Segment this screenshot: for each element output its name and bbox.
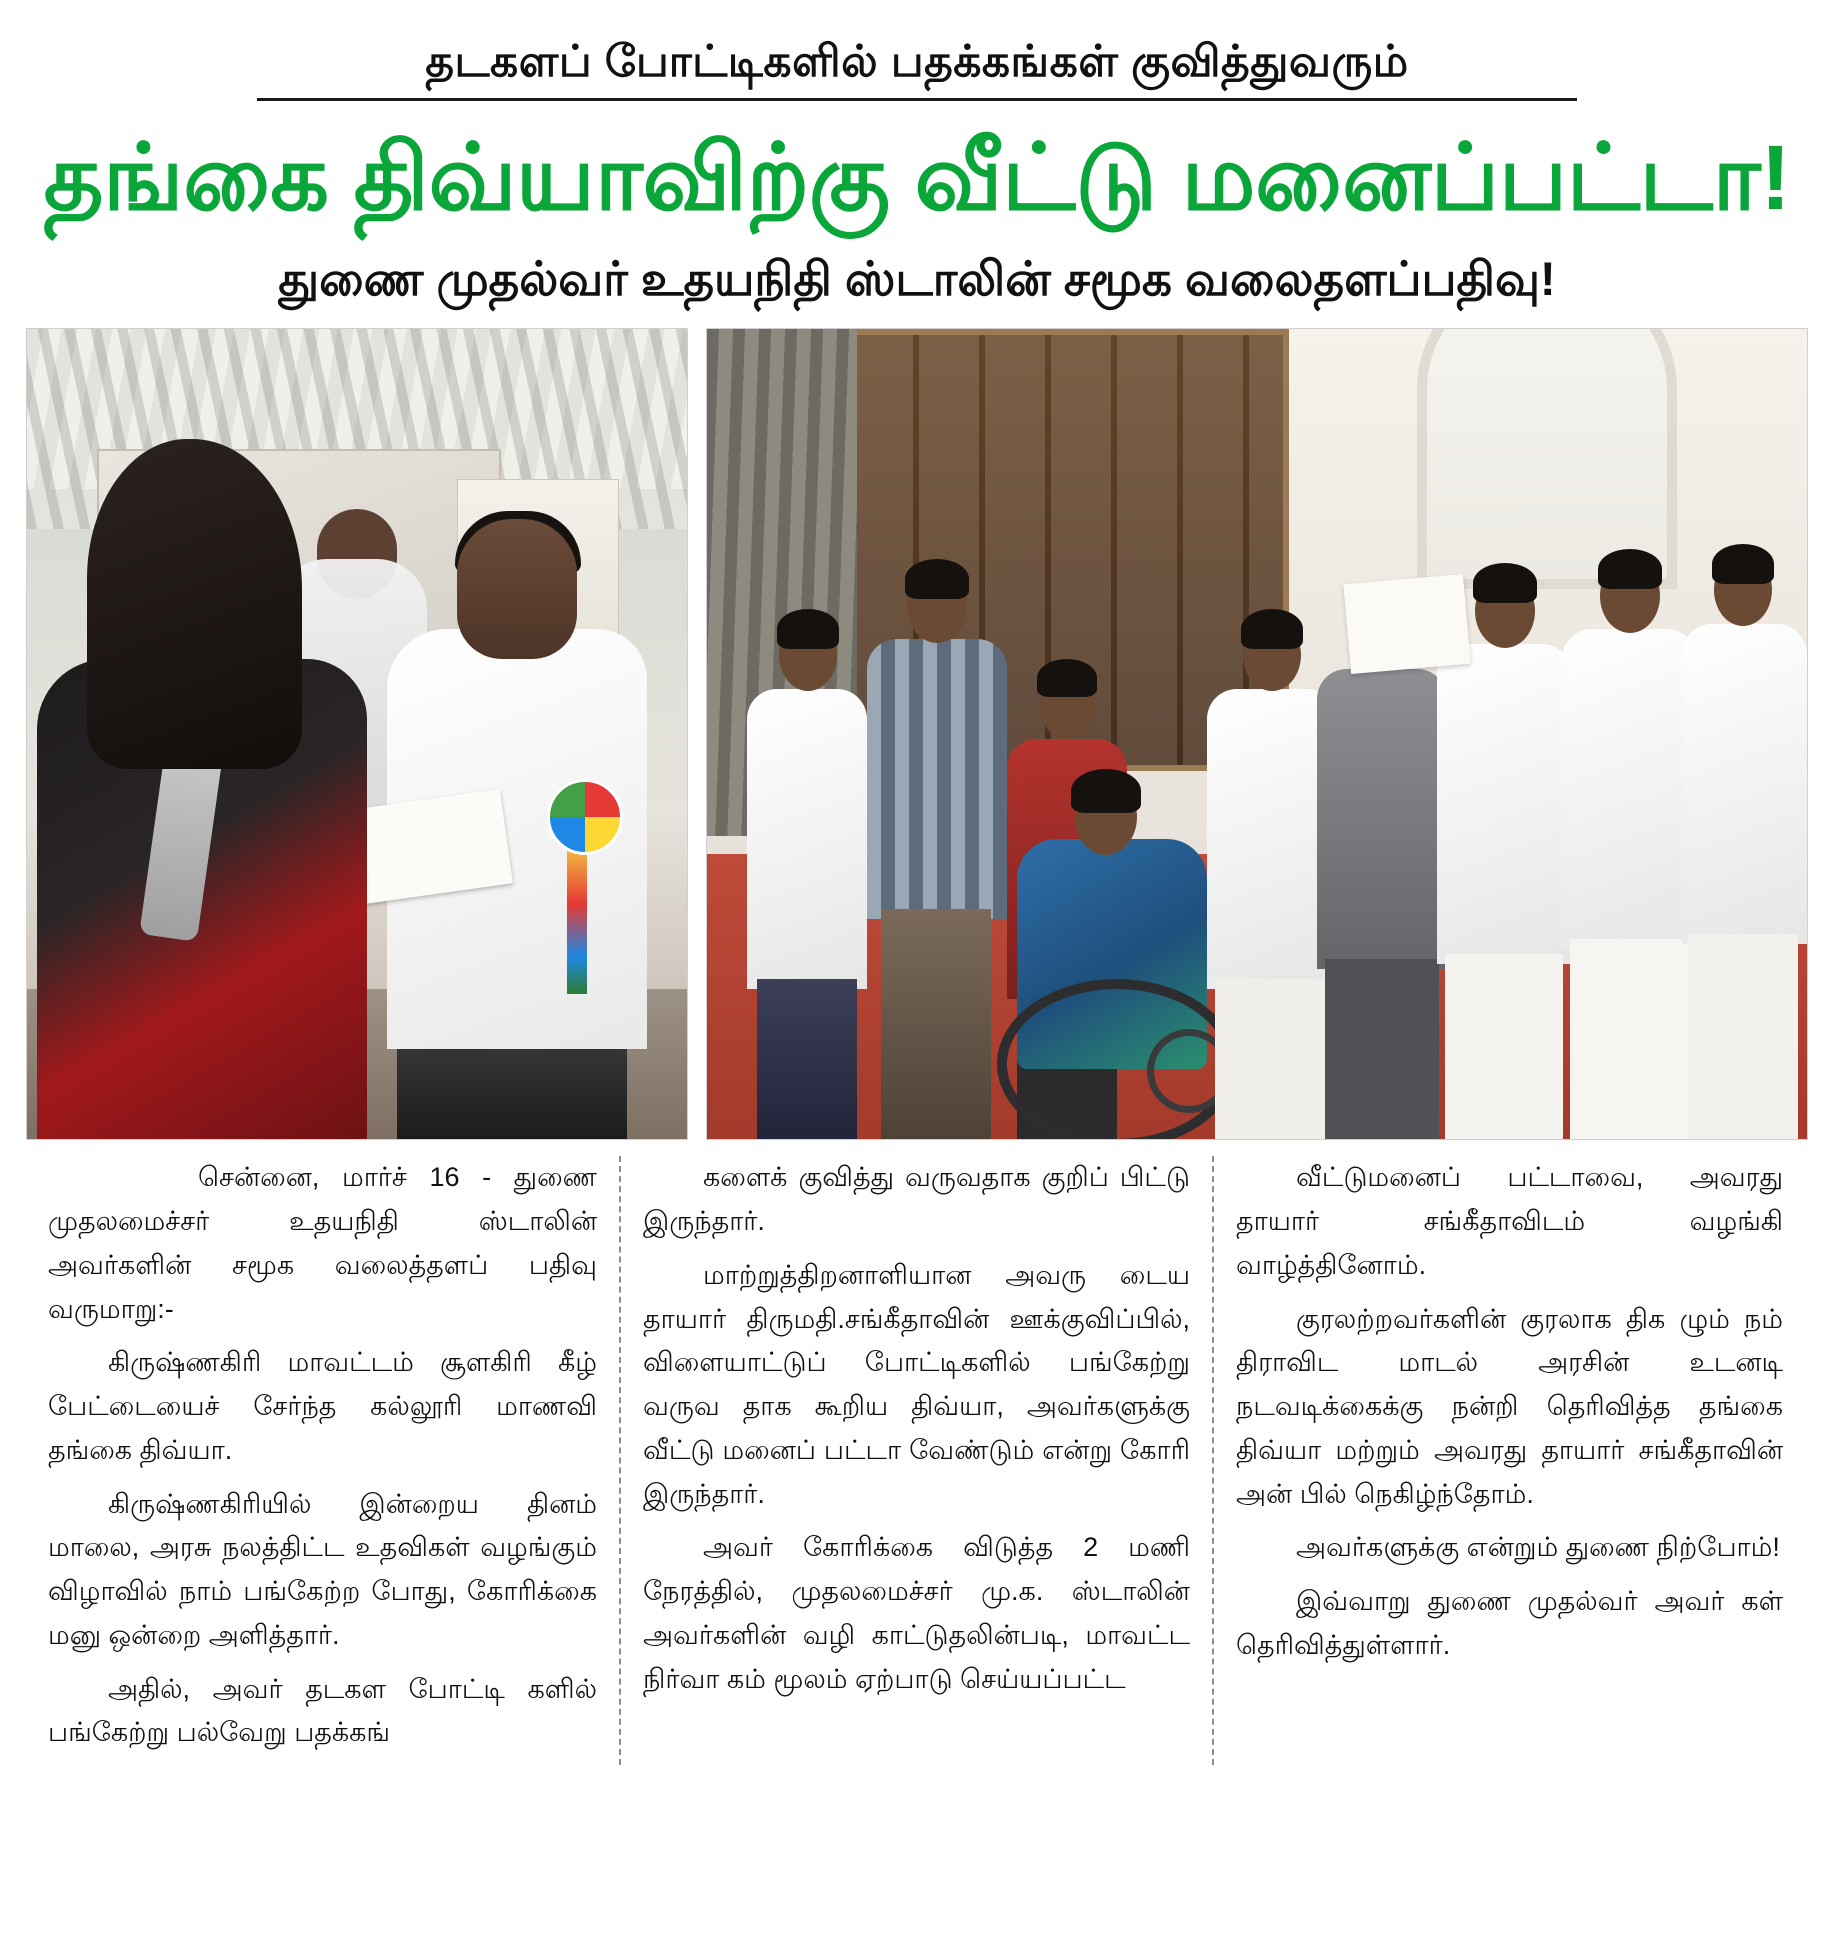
- paragraph: அவர் கோரிக்கை விடுத்த 2 மணி நேரத்தில், முதலமைச்சர் மு.க. ஸ்டாலின் அவர்களின் வழி காட்டுதலின்படி, மாவட்ட நிர்வா கம் மூலம் ஏற்பாடு செய்யப்பட்ட: [643, 1532, 1190, 1694]
- paragraph: களைக் குவித்து வருவதாக குறிப் பிட்டு இருந்தார்.: [643, 1162, 1190, 1237]
- photo-right: [706, 328, 1808, 1140]
- paragraph: அவர்களுக்கு என்றும் துணை நிற்போம்!: [1296, 1532, 1780, 1563]
- subheadline: துணை முதல்வர் உதயநிதி ஸ்டாலின் சமூக வலைதளப்பதிவு!: [278, 252, 1556, 306]
- paragraph: வீட்டுமனைப் பட்டாவை, அவரது தாயார் சங்கீதாவிடம் வழங்கி வாழ்த்தினோம்.: [1236, 1162, 1783, 1280]
- paragraph: சென்னை, மார்ச் 16 - துணை முதலமைச்சர் உதயநிதி ஸ்டாலின் அவர்களின் சமூக வலைத்தளப் பதிவு வருமாறு:-: [48, 1162, 597, 1324]
- paragraph: இவ்வாறு துணை முதல்வர் அவர் கள் தெரிவித்துள்ளார்.: [1236, 1586, 1783, 1660]
- kicker-text: தடகளப் போட்டிகளில் பதக்கங்கள் குவித்துவரும்: [425, 37, 1409, 86]
- photo-left: [26, 328, 688, 1140]
- article-column-1: [26, 1156, 619, 1765]
- article-column-2: [619, 1156, 1212, 1765]
- paragraph: மாற்றுத்திறனாளியான அவரு டைய தாயார் திருமதி.சங்கீதாவின் ஊக்குவிப்பில், விளையாட்டுப் போட்டிகளில் பங்கேற்று வருவ தாக கூறிய திவ்யா, அவர்களுக்கு வீட்டு மனைப் பட்டா வேண்டும் என்று கோரி இருந்தார்.: [643, 1259, 1190, 1509]
- photo-row: [26, 328, 1808, 1140]
- article-body: [26, 1156, 1808, 1765]
- paragraph: அதில், அவர் தடகள போட்டி களில் பங்கேற்று பல்வேறு பதக்கங்: [48, 1673, 597, 1748]
- kicker-underline: [257, 98, 1577, 101]
- photo-right-scene: [707, 329, 1807, 1139]
- photo-left-scene: [27, 329, 687, 1139]
- article-column-3: [1212, 1156, 1805, 1765]
- headline: தங்கை திவ்யாவிற்கு வீட்டு மனைப்பட்டா!: [43, 127, 1791, 230]
- paragraph: கிருஷ்ணகிரி மாவட்டம் சூளகிரி கீழ் பேட்டையைச் சேர்ந்த கல்லூரி மாணவி தங்கை திவ்யா.: [48, 1347, 597, 1465]
- paragraph: குரலற்றவர்களின் குரலாக திக ழும் நம் திராவிட மாடல் அரசின் உடனடி நடவடிக்கைக்கு நன்றி தெரிவித்த தங்கை திவ்யா மற்றும் அவரது தாயார் சங்கீதாவின் அன் பில் நெகிழ்ந்தோம்.: [1236, 1303, 1783, 1509]
- paragraph: கிருஷ்ணகிரியில் இன்றைய தினம் மாலை, அரசு நலத்திட்ட உதவிகள் வழங்கும் விழாவில் நாம் பங்கேற்ற போது, கோரிக்கை மனு ஒன்றை அளித்தார்.: [48, 1488, 597, 1650]
